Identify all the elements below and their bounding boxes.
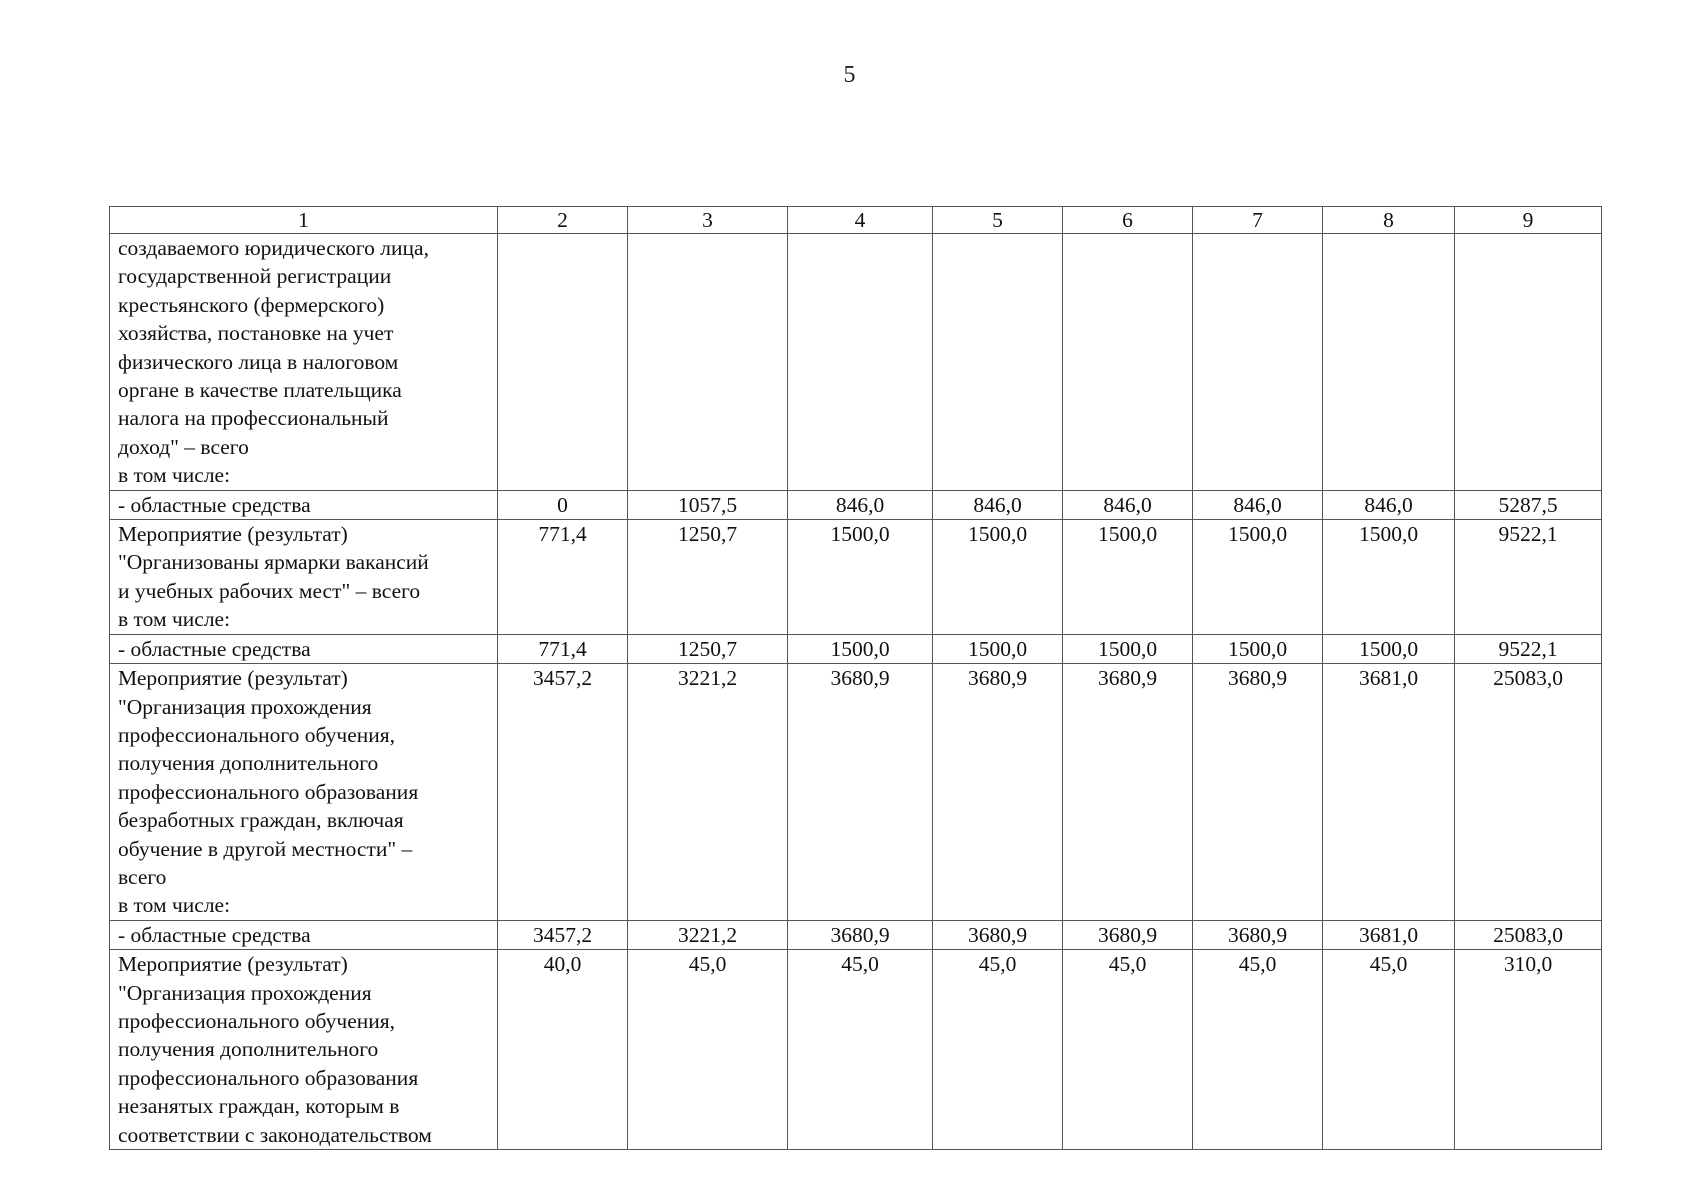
description-line: в том числе: [118,607,231,632]
table-row [110,634,1602,663]
value-cell: 25083,0 [1455,664,1602,921]
description-line: получения дополнительного [118,751,379,776]
value-cell: 1500,0 [1063,520,1193,635]
description-line: - областные средства [118,636,311,661]
description-line: в том числе: [118,893,231,918]
column-number: 2 [498,207,628,234]
value-cell: 310,0 [1455,950,1602,1150]
value-cell: 1500,0 [1323,520,1455,635]
column-number: 7 [1193,207,1323,234]
value-cell: 846,0 [1063,490,1193,519]
column-number: 8 [1323,207,1455,234]
value-cell: 3680,9 [788,664,933,921]
description-line: доход" – всего [118,434,249,459]
description-line: профессионального обучения, [118,722,396,747]
column-number: 4 [788,207,933,234]
description-line: всего [118,864,167,889]
description-line: создаваемого юридического лица, [118,236,429,260]
value-cell: 1500,0 [1063,634,1193,663]
page-number: 5 [843,62,856,88]
value-cell: 1500,0 [1193,634,1323,663]
value-cell [498,234,628,491]
description-line: "Организованы ярмарки вакансий [118,550,429,575]
value-cell: 3221,2 [628,920,788,949]
value-cell: 5287,5 [1455,490,1602,519]
description-line: физического лица в налоговом [118,349,399,374]
table-row [110,664,1602,921]
value-cell: 3221,2 [628,664,788,921]
description-line: профессионального обучения, [118,1008,396,1033]
value-cell: 1500,0 [933,634,1063,663]
description-line: "Организация прохождения [118,980,372,1005]
row-description [110,634,498,663]
value-cell: 45,0 [628,950,788,1150]
value-cell: 45,0 [1193,950,1323,1150]
value-cell: 1500,0 [788,520,933,635]
value-cell: 1057,5 [628,490,788,519]
description-line: Мероприятие (результат) [118,522,348,547]
description-line: Мероприятие (результат) [118,666,348,691]
value-cell: 45,0 [788,950,933,1150]
row-description [110,920,498,949]
description-line: государственной регистрации [118,264,392,289]
value-cell: 45,0 [1323,950,1455,1150]
value-cell: 1250,7 [628,520,788,635]
description-line: получения дополнительного [118,1037,379,1062]
value-cell: 3680,9 [788,920,933,949]
value-cell: 1500,0 [1193,520,1323,635]
value-cell: 3680,9 [1063,664,1193,921]
value-cell: 3680,9 [1193,920,1323,949]
column-number: 6 [1063,207,1193,234]
value-cell: 45,0 [933,950,1063,1150]
value-cell: 45,0 [1063,950,1193,1150]
value-cell [933,234,1063,491]
description-line: хозяйства, постановке на учет [118,321,394,346]
description-line: налога на профессиональный [118,406,389,431]
description-line: "Организация прохождения [118,694,372,719]
description-line: Мероприятие (результат) [118,952,348,977]
value-cell: 3457,2 [498,920,628,949]
value-cell: 9522,1 [1455,520,1602,635]
value-cell [1323,234,1455,491]
column-number: 1 [110,207,498,234]
column-number: 3 [628,207,788,234]
description-line: незанятых граждан, которым в [118,1094,400,1119]
description-line: соответствии с законодательством [118,1122,432,1147]
row-description [110,520,498,635]
description-line: крестьянского (фермерского) [118,292,385,317]
table-row [110,490,1602,519]
value-cell [1193,234,1323,491]
description-line: - областные средства [118,922,311,947]
row-description [110,490,498,519]
value-cell: 846,0 [788,490,933,519]
value-cell [1455,234,1602,491]
value-cell: 1250,7 [628,634,788,663]
value-cell [1063,234,1193,491]
description-line: органе в качестве плательщика [118,378,402,403]
description-line: безработных граждан, включая [118,808,404,833]
value-cell: 3681,0 [1323,920,1455,949]
value-cell: 846,0 [1323,490,1455,519]
value-cell: 1500,0 [788,634,933,663]
table-row [110,520,1602,635]
value-cell: 3680,9 [1063,920,1193,949]
value-cell: 771,4 [498,634,628,663]
description-line: и учебных рабочих мест" – всего [118,578,421,603]
value-cell: 1500,0 [1323,634,1455,663]
table-row [110,920,1602,949]
value-cell: 771,4 [498,520,628,635]
value-cell: 9522,1 [1455,634,1602,663]
value-cell [788,234,933,491]
value-cell: 3680,9 [933,920,1063,949]
value-cell [628,234,788,491]
value-cell: 3680,9 [933,664,1063,921]
value-cell: 3680,9 [1193,664,1323,921]
value-cell: 0 [498,490,628,519]
value-cell: 40,0 [498,950,628,1150]
value-cell: 1500,0 [933,520,1063,635]
column-number: 9 [1455,207,1602,234]
description-line: в том числе: [118,463,231,488]
row-description [110,234,498,491]
value-cell: 846,0 [1193,490,1323,519]
table-row [110,234,1602,491]
description-line: - областные средства [118,492,311,517]
value-cell: 3681,0 [1323,664,1455,921]
value-cell: 846,0 [933,490,1063,519]
row-description [110,950,498,1150]
description-line: профессионального образования [118,779,419,804]
table-row [110,950,1602,1150]
row-description [110,664,498,921]
column-number: 5 [933,207,1063,234]
budget-table [109,206,1602,1150]
value-cell: 3457,2 [498,664,628,921]
value-cell: 25083,0 [1455,920,1602,949]
description-line: обучение в другой местности" – [118,836,413,861]
column-number-row [110,207,1602,234]
description-line: профессионального образования [118,1065,419,1090]
